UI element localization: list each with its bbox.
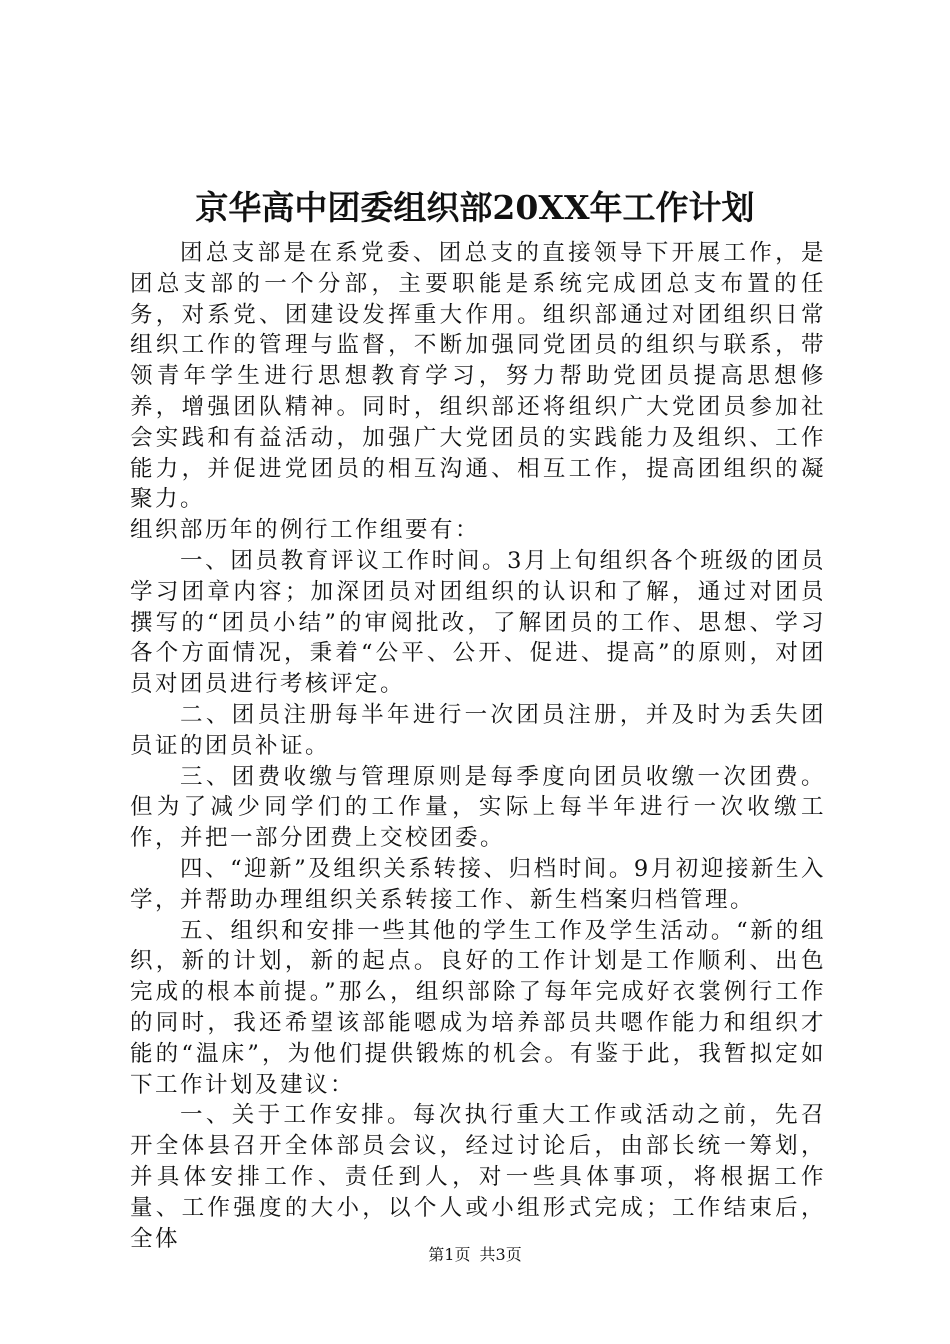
page-total: 共3页 xyxy=(479,1245,522,1264)
paragraph-intro: 团总支部是在系党委、团总支的直接领导下开展工作，是团总支部的一个分部，主要职能是系统完成团总支布置的任务，对系党、团建设发挥重大作用。组织部通过对团组织日常组织工作的管理与监督，不断加强同党团员的组织与联系，带领青年学生进行思想教育学习，努力帮助党团员提高思想修养，增强团队精神。同时，组织部还将组织广大党团员参加社会实践和有益活动，加强广大党团员的实践能力及组织、工作能力，并促进党团员的相互沟通、相互工作，提高团组织的凝聚力。 xyxy=(130,240,826,513)
paragraph-item-1: 一、团员教育评议工作时间。3月上旬组织各个班级的团员学习团章内容；加深团员对团组织的认识和了解，通过对团员撰写的“团员小结”的审阅批改，了解团员的工作、思想、学习各个方面情况，秉着“公平、公开、促进、提高”的原则，对团员对团员进行考核评定。 xyxy=(130,547,826,698)
paragraph-item-3: 三、团费收缴与管理原则是每季度向团员收缴一次团费。但为了减少同学们的工作量，实际上每半年进行一次收缴工作，并把一部分团费上交校团委。 xyxy=(130,763,826,852)
document-body xyxy=(130,238,826,1254)
paragraph-plan-1: 一、关于工作安排。每次执行重大工作或活动之前，先召开全体县召开全体部员会议，经过讨论后，由部长统一筹划，并具体安排工作、责任到人，对一些具体事项，将根据工作量、工作强度的大小，以个人或小组形式完成；工作结束后，全体 xyxy=(130,1102,826,1252)
paragraph-item-2: 二、团员注册每半年进行一次团员注册，并及时为丢失团员证的团员补证。 xyxy=(130,701,826,759)
paragraph-item-4: 四、“迎新”及组织关系转接、归档时间。9月初迎接新生入学，并帮助办理组织关系转接工作、新生档案归档管理。 xyxy=(130,855,826,913)
page-footer xyxy=(0,1244,950,1266)
paragraph-routine-intro: 组织部历年的例行工作组要有： xyxy=(130,517,481,544)
paragraph-item-5: 五、组织和安排一些其他的学生工作及学生活动。“新的组织，新的计划，新的起点。良好的工作计划是工作顺利、出色完成的根本前提。”那么，组织部除了每年完成好衣裳例行工作的同时，我还希望该部能嗯成为培养部员共嗯作能力和组织才能的“温床”，为他们提供锻炼的机会。有鉴于此，我暂拟定如下工作计划及建议： xyxy=(130,917,826,1098)
page-number: 第1页 xyxy=(428,1245,471,1264)
document-title: 京华高中团委组织部20XX年工作计划 xyxy=(195,188,755,227)
